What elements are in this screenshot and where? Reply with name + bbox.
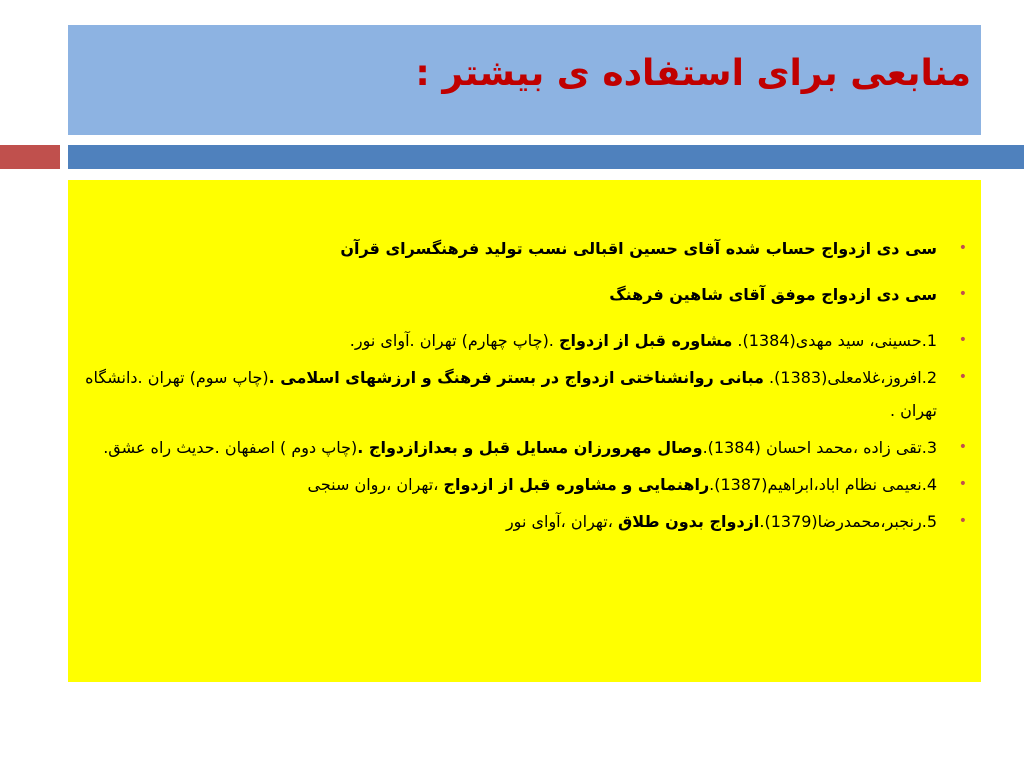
- item-prefix: 4.نعیمی نظام اباد،ابراهیم(1387).: [709, 475, 937, 494]
- item-suffix: ،تهران ،روان سنجی: [307, 475, 444, 494]
- item-bold: مشاوره قبل از ازدواج: [558, 331, 733, 350]
- bullet-icon: •: [958, 240, 967, 256]
- list-item: [82, 278, 967, 311]
- item-suffix: (چاپ سوم) تهران .دانشگاه تهران .: [85, 368, 937, 420]
- item-bold: وصال مهرورزان مسایل قبل و بعدازازدواج .: [357, 438, 703, 457]
- accent-bar-red: [0, 145, 60, 169]
- item-prefix: 2.افروز،غلامعلی(1383).: [763, 368, 937, 387]
- bullet-icon: •: [958, 332, 967, 348]
- bullet-icon: •: [958, 513, 967, 529]
- accent-bar-blue: [68, 145, 1024, 169]
- item-suffix: ،تهران ،آوای نور: [505, 512, 618, 531]
- list-item: [82, 505, 967, 538]
- item-prefix: 3.تقی زاده ،محمد احسان (1384).: [702, 438, 937, 457]
- reference-list: [82, 232, 967, 538]
- list-item: [82, 232, 967, 265]
- item-bold: راهنمایی و مشاوره قبل از ازدواج: [443, 475, 710, 494]
- content-box: [68, 180, 981, 682]
- item-bold: سی دی ازدواج موفق آقای شاهین فرهنگ: [609, 285, 937, 304]
- list-item: [82, 431, 967, 464]
- item-suffix: (چاپ دوم ) اصفهان .حدیث راه عشق.: [103, 438, 358, 457]
- bullet-icon: •: [958, 476, 967, 492]
- item-bold: مبانی روانشناختی ازدواج در بستر فرهنگ و ارزشهای اسلامی .: [268, 368, 764, 387]
- item-bold: سی دی ازدواج حساب شده آقای حسین اقبالی نسب تولید فرهنگسرای قرآن: [340, 239, 937, 258]
- title-box: [68, 25, 981, 135]
- item-suffix: .(چاپ چهارم) تهران .آوای نور.: [349, 331, 559, 350]
- list-item: [82, 361, 967, 427]
- item-prefix: 5.رنجبر،محمدرضا(1379).: [759, 512, 937, 531]
- bullet-icon: •: [958, 286, 967, 302]
- item-bold: ازدواج بدون طلاق: [617, 512, 760, 531]
- list-item: [82, 468, 967, 501]
- slide-title: منابعی برای استفاده ی بیشتر :: [415, 53, 971, 94]
- item-prefix: 1.حسینی، سید مهدی(1384).: [732, 331, 937, 350]
- list-item: [82, 324, 967, 357]
- bullet-icon: •: [958, 439, 967, 455]
- bullet-icon: •: [958, 369, 967, 385]
